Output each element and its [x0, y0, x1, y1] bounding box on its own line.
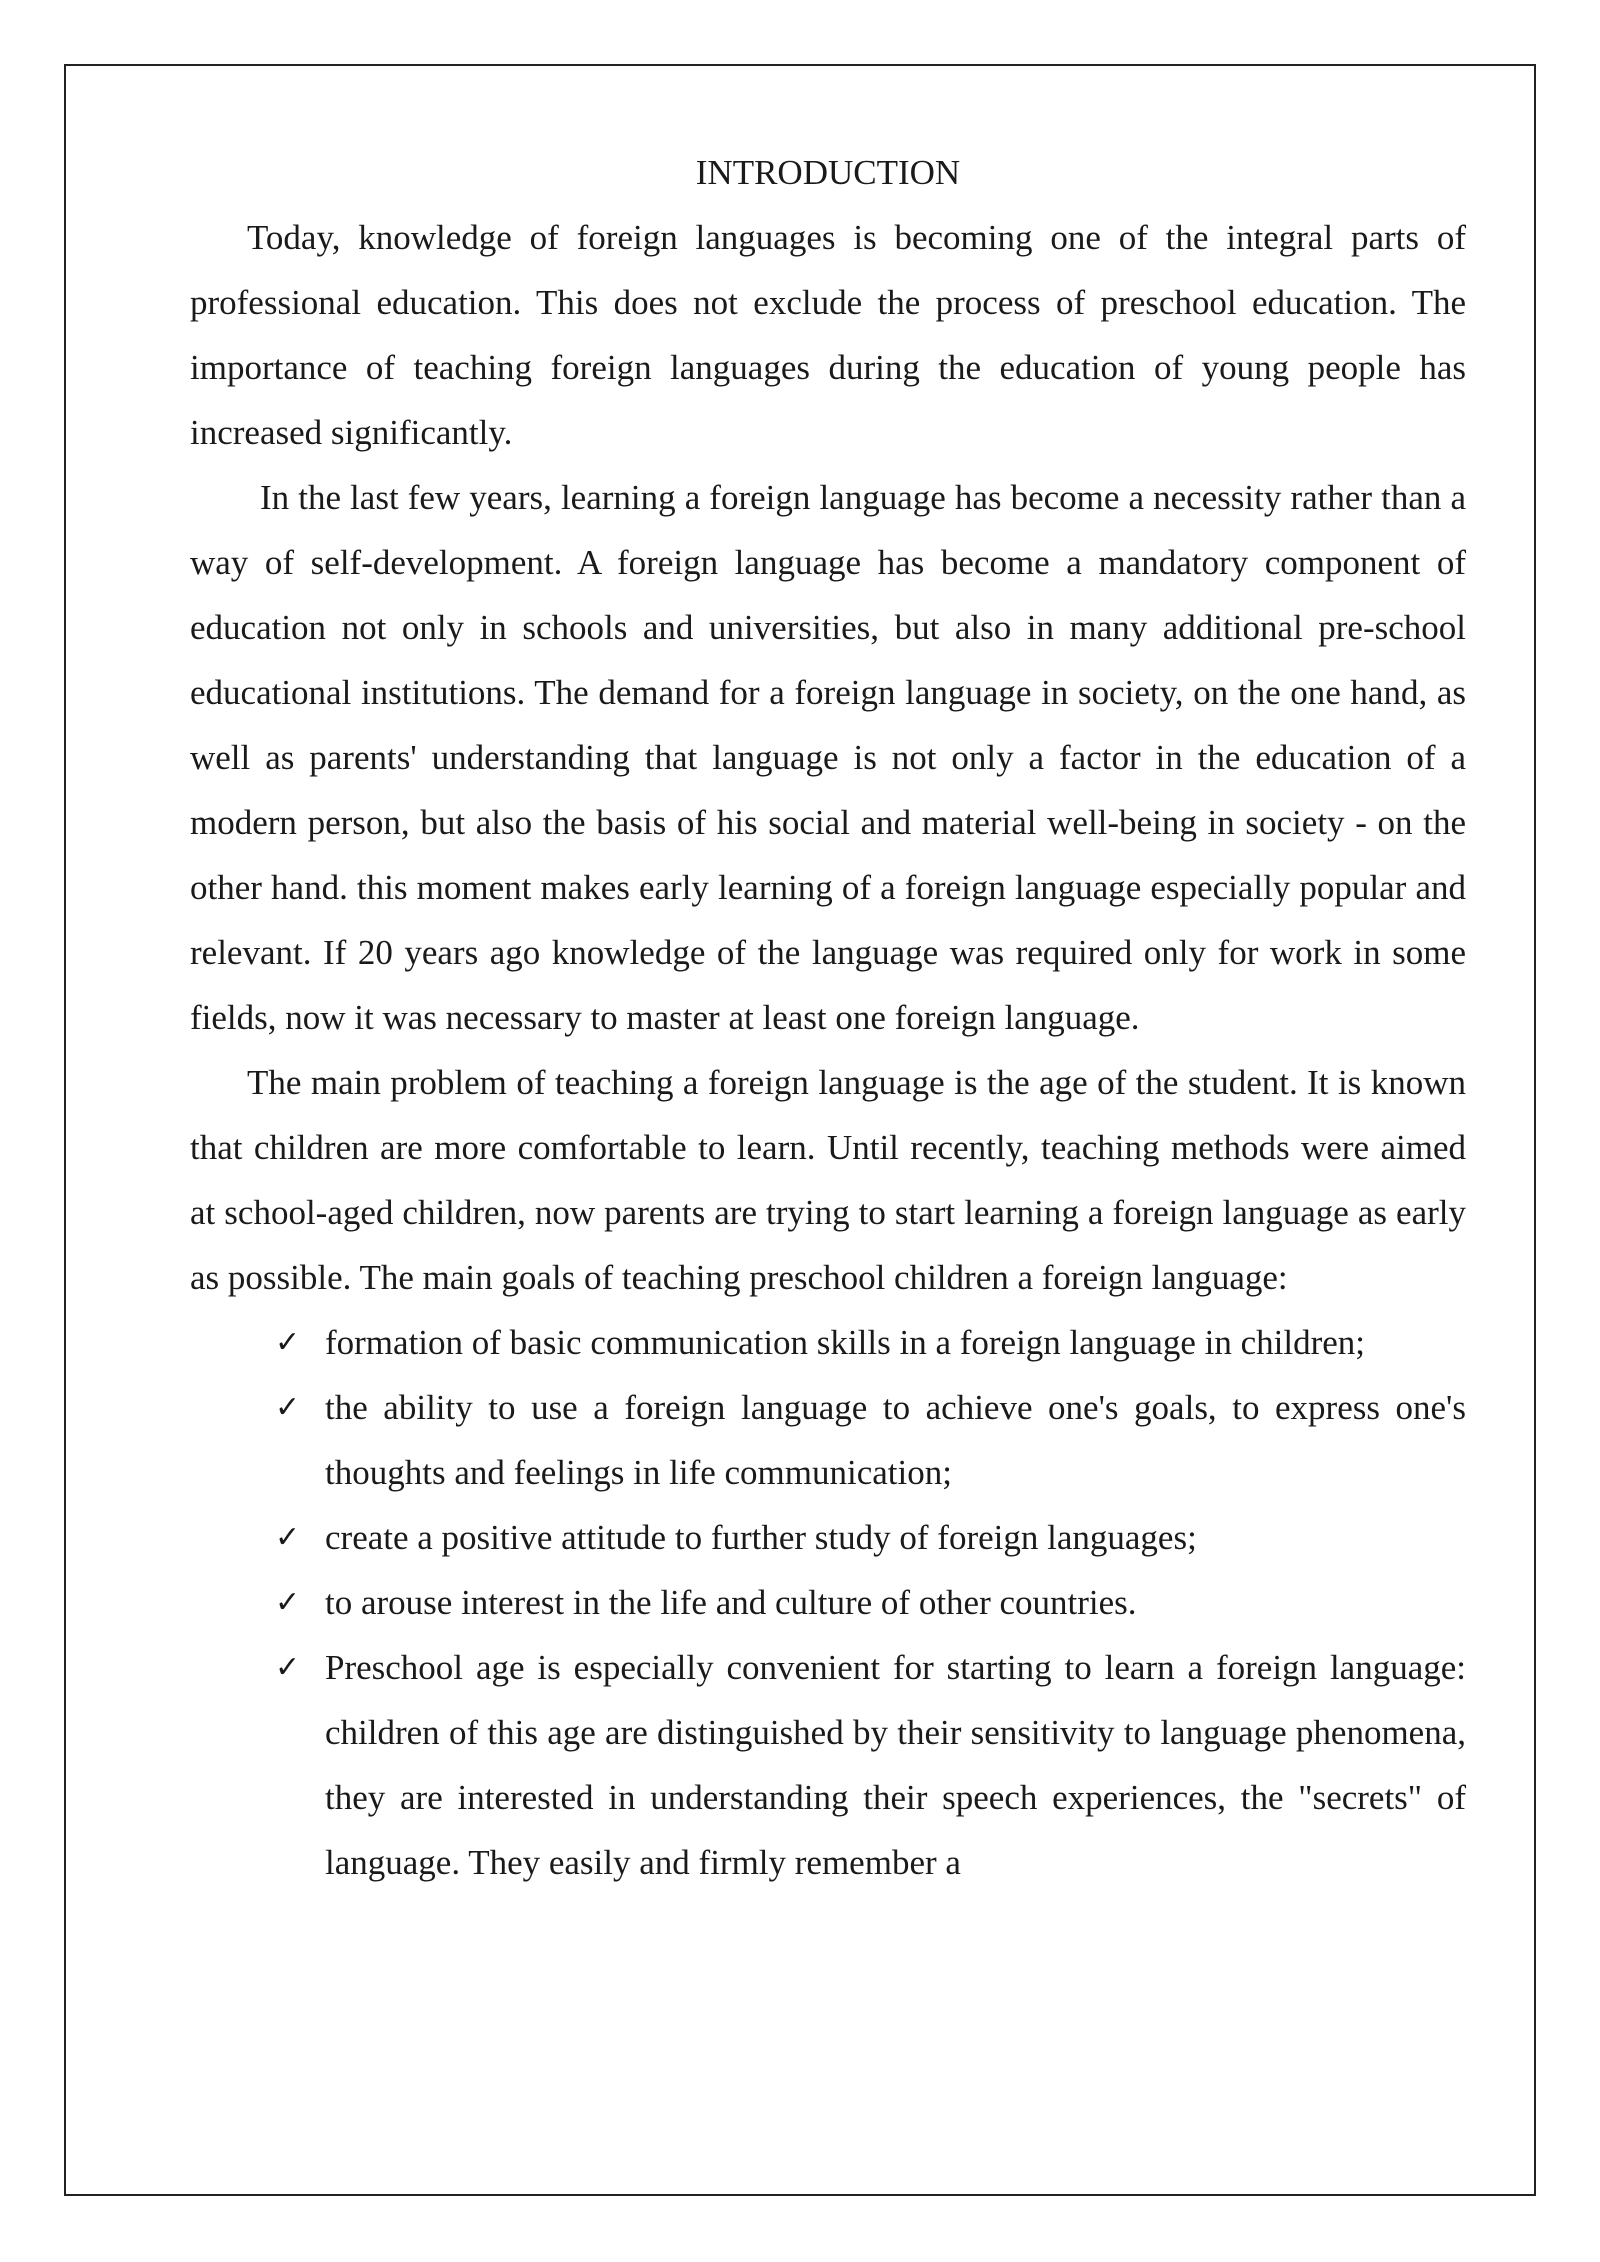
- document-body: [190, 140, 1466, 1895]
- list-item: [275, 1635, 1466, 1895]
- list-item-text: the ability to use a foreign language to achieve one's goals, to express one's thoughts and feelings in life communication;: [325, 1388, 1466, 1492]
- paragraph-main-problem: The main problem of teaching a foreign language is the age of the student. It is known that children are more comfortable to learn. Until recently, teaching methods were aimed at school-aged children, now parents are trying to start learning a foreign language as early as possible. The main goals of teaching preschool children a foreign language:: [190, 1063, 1466, 1297]
- list-item-text: to arouse interest in the life and culture of other countries.: [325, 1583, 1137, 1622]
- list-item: [275, 1505, 1466, 1570]
- check-mark-icon: ✓: [275, 1325, 301, 1360]
- check-mark-icon: ✓: [275, 1585, 301, 1620]
- list-item: [275, 1375, 1466, 1505]
- list-item-text: create a positive attitude to further study of foreign languages;: [325, 1518, 1197, 1557]
- list-item: [275, 1570, 1466, 1635]
- paragraph-intro: Today, knowledge of foreign languages is becoming one of the integral parts of professional education. This does not exclude the process of preschool education. The importance of teaching foreign languages during the education of young people has increased significantly.: [190, 218, 1466, 452]
- list-item-text: formation of basic communication skills in a foreign language in children;: [325, 1323, 1366, 1362]
- document-title: INTRODUCTION: [695, 153, 961, 192]
- check-mark-icon: ✓: [275, 1520, 301, 1555]
- list-item: [275, 1310, 1466, 1375]
- paragraph-necessity: In the last few years, learning a foreign language has become a necessity rather than a way of self-development. A foreign language has become a mandatory component of education not only in schools and universities, but also in many additional pre-school educational institutions. The demand for a foreign language in society, on the one hand, as well as parents' understanding that language is not only a factor in the education of a modern person, but also the basis of his social and material well-being in society - on the other hand. this moment makes early learning of a foreign language especially popular and relevant. If 20 years ago knowledge of the language was required only for work in some fields, now it was necessary to master at least one foreign language.: [190, 478, 1466, 1037]
- list-item-text: Preschool age is especially convenient for starting to learn a foreign language: children of this age are distinguished by their sensitivity to language phenomena, they are interested in understanding their speech experiences, the "secrets" of language. They easily and firmly remember a: [325, 1648, 1466, 1882]
- check-mark-icon: ✓: [275, 1650, 301, 1685]
- goals-checklist: [190, 1310, 1466, 1895]
- check-mark-icon: ✓: [275, 1390, 301, 1425]
